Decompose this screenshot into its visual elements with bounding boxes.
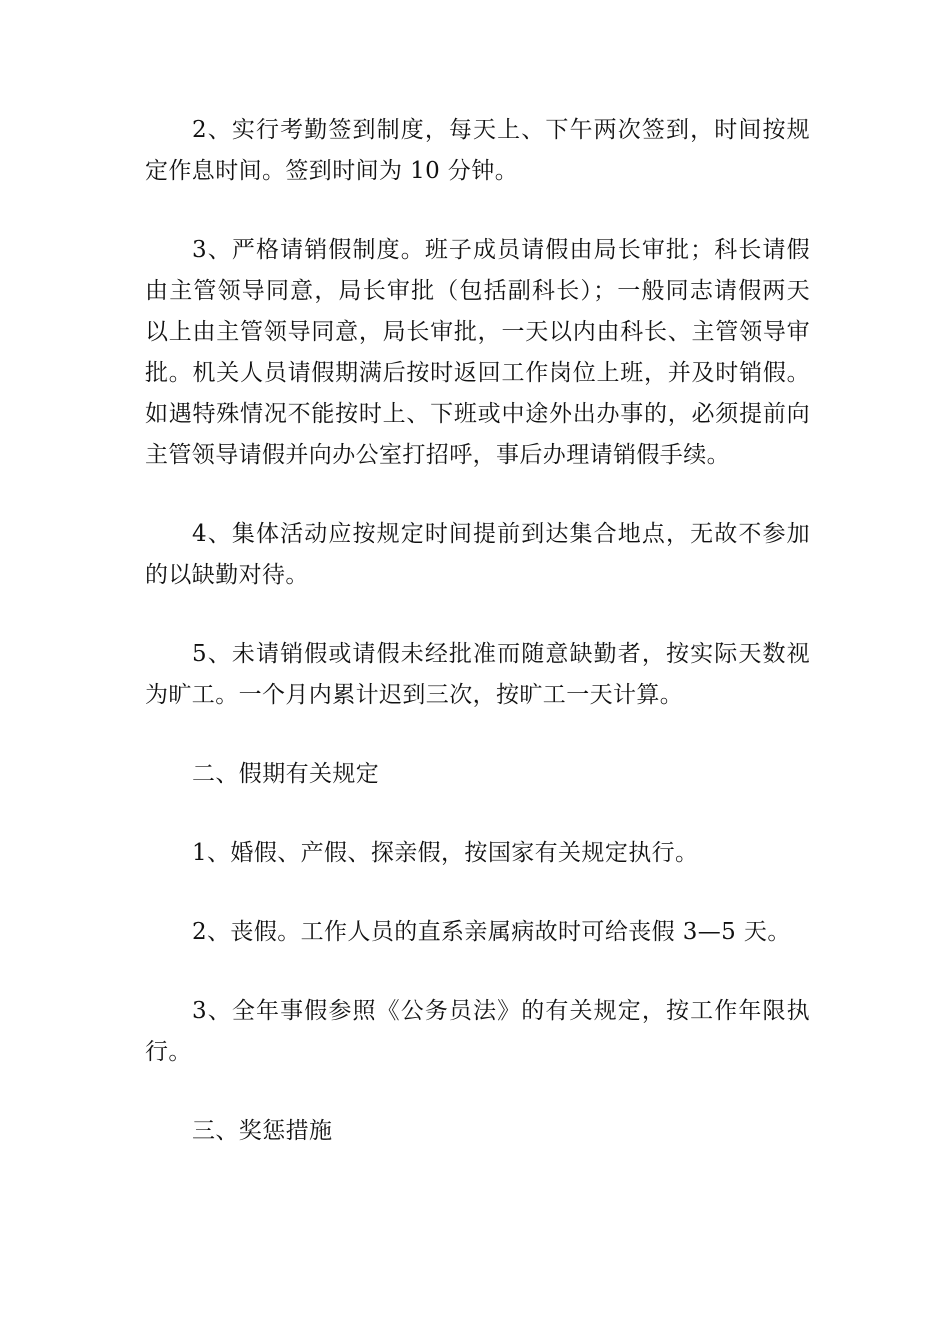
paragraph-personal-leave: 3、全年事假参照《公务员法》的有关规定，按工作年限执行。 [145,998,810,1065]
section-heading-leave-rules: 二、假期有关规定 [192,761,380,787]
paragraph-attendance-signin: 2、实行考勤签到制度，每天上、下午两次签到，时间按规定作息时间。签到时间为 10 分钟。 [145,117,810,184]
document-body [145,110,810,1190]
paragraph-marriage-leave: 1、婚假、产假、探亲假，按国家有关规定执行。 [192,840,699,866]
paragraph-absenteeism: 5、未请销假或请假未经批准而随意缺勤者，按实际天数视为旷工。一个月内累计迟到三次，按旷工一天计算。 [145,641,810,708]
paragraph-bereavement-leave: 2、丧假。工作人员的直系亲属病故时可给丧假 3—5 天。 [192,919,791,945]
paragraph-group-activity: 4、集体活动应按规定时间提前到达集合地点，无故不参加的以缺勤对待。 [145,521,810,588]
section-heading-rewards-penalties: 三、奖惩措施 [192,1118,333,1144]
paragraph-leave-approval: 3、严格请销假制度。班子成员请假由局长审批；科长请假由主管领导同意，局长审批（包括副科长）；一般同志请假两天以上由主管领导同意，局长审批，一天以内由科长、主管领导审批。机关人员请假期满后按时返回工作岗位上班，并及时销假。如遇特殊情况不能按时上、下班或中途外出办事的，必须提前向主管领导请假并向办公室打招呼，事后办理请销假手续。 [145,237,810,468]
